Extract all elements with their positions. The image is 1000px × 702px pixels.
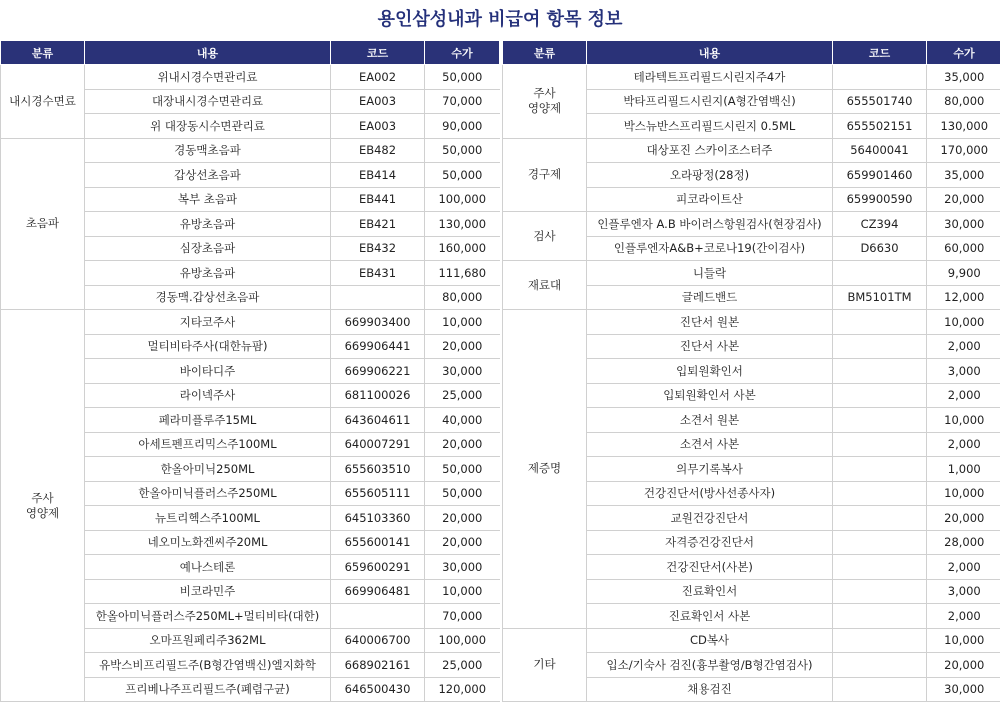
header-content: 내용 [85,41,331,65]
item-code-cell [833,383,927,408]
item-price-cell: 30,000 [927,677,1000,702]
table-row [1,138,500,163]
item-price-cell: 160,000 [425,236,500,261]
item-name-cell: 유방초음파 [85,261,331,286]
item-name-cell: 한올아미닉플러스주250ML [85,481,331,506]
item-name-cell: CD복사 [587,628,833,653]
item-price-cell: 130,000 [425,212,500,237]
item-price-cell: 70,000 [425,604,500,629]
item-name-cell: 피코라이트산 [587,187,833,212]
item-code-cell: EB441 [331,187,425,212]
item-price-cell: 10,000 [425,310,500,335]
item-name-cell: 니들락 [587,261,833,286]
item-price-cell: 10,000 [927,481,1000,506]
item-name-cell: 테라텍트프리필드시린지주4가 [587,65,833,90]
item-price-cell: 60,000 [927,236,1000,261]
item-name-cell: 경동맥초음파 [85,138,331,163]
item-price-cell: 12,000 [927,285,1000,310]
category-cell: 재료대 [503,261,587,310]
item-name-cell: 글레드밴드 [587,285,833,310]
category-cell: 주사 영양제 [1,310,85,702]
item-price-cell: 100,000 [425,187,500,212]
left-fee-table [0,40,500,702]
item-name-cell: 위 대장동시수면관리료 [85,114,331,139]
table-row [503,138,1000,163]
item-code-cell: 645103360 [331,506,425,531]
item-price-cell: 20,000 [927,187,1000,212]
item-price-cell: 20,000 [425,334,500,359]
item-code-cell: 669906221 [331,359,425,384]
item-name-cell: 인플루엔자 A.B 바이러스항원검사(현장검사) [587,212,833,237]
item-name-cell: 교원건강진단서 [587,506,833,531]
item-code-cell [833,506,927,531]
right-header-row [503,41,1000,65]
item-name-cell: 프리베나주프리필드주(폐렴구균) [85,677,331,702]
item-name-cell: 한올아미닉250ML [85,457,331,482]
item-name-cell: 갑상선초음파 [85,163,331,188]
item-price-cell: 30,000 [927,212,1000,237]
item-price-cell: 80,000 [425,285,500,310]
item-code-cell: D6630 [833,236,927,261]
item-code-cell: EA003 [331,89,425,114]
item-name-cell: 심장초음파 [85,236,331,261]
item-name-cell: 한올아미닉플러스주250ML+멀티비타(대한) [85,604,331,629]
category-cell: 검사 [503,212,587,261]
item-code-cell: 681100026 [331,383,425,408]
item-code-cell [833,604,927,629]
category-cell: 주사 영양제 [503,65,587,139]
item-price-cell: 40,000 [425,408,500,433]
item-price-cell: 70,000 [425,89,500,114]
item-price-cell: 50,000 [425,481,500,506]
item-price-cell: 25,000 [425,653,500,678]
item-price-cell: 100,000 [425,628,500,653]
item-price-cell: 2,000 [927,432,1000,457]
item-code-cell: EA003 [331,114,425,139]
item-name-cell: 진단서 사본 [587,334,833,359]
item-code-cell [833,432,927,457]
header-code: 코드 [833,41,927,65]
table-row [503,65,1000,90]
item-price-cell: 10,000 [425,579,500,604]
item-name-cell: 유박스비프리필드주(B형간염백신)엘지화학 [85,653,331,678]
item-price-cell: 35,000 [927,163,1000,188]
item-name-cell: 복부 초음파 [85,187,331,212]
fee-tables [0,40,1000,702]
item-name-cell: 페라미플루주15ML [85,408,331,433]
item-code-cell: 659600291 [331,555,425,580]
item-name-cell: 자격증건강진단서 [587,530,833,555]
item-price-cell: 50,000 [425,457,500,482]
item-name-cell: 라이넥주사 [85,383,331,408]
item-price-cell: 50,000 [425,163,500,188]
item-code-cell: 655605111 [331,481,425,506]
item-price-cell: 3,000 [927,579,1000,604]
category-cell: 기타 [503,628,587,702]
item-code-cell: CZ394 [833,212,927,237]
item-name-cell: 채용검진 [587,677,833,702]
right-fee-table [502,40,1000,702]
item-code-cell: 655501740 [833,89,927,114]
item-code-cell: 669906441 [331,334,425,359]
item-price-cell: 10,000 [927,628,1000,653]
item-name-cell: 네오미노화겐씨주20ML [85,530,331,555]
item-price-cell: 10,000 [927,310,1000,335]
item-price-cell: 120,000 [425,677,500,702]
item-name-cell: 소견서 사본 [587,432,833,457]
item-name-cell: 의무기록복사 [587,457,833,482]
item-name-cell: 진단서 원본 [587,310,833,335]
item-price-cell: 50,000 [425,65,500,90]
item-code-cell: 659900590 [833,187,927,212]
item-code-cell [833,65,927,90]
item-code-cell [331,285,425,310]
item-code-cell [833,481,927,506]
item-code-cell: 669906481 [331,579,425,604]
table-row [1,310,500,335]
item-code-cell: EB431 [331,261,425,286]
item-code-cell: EB414 [331,163,425,188]
item-code-cell: 668902161 [331,653,425,678]
item-code-cell [833,334,927,359]
item-price-cell: 2,000 [927,604,1000,629]
category-cell: 내시경수면료 [1,65,85,139]
item-code-cell [833,628,927,653]
item-price-cell: 20,000 [425,530,500,555]
item-price-cell: 90,000 [425,114,500,139]
header-category: 분류 [1,41,85,65]
item-code-cell: EB421 [331,212,425,237]
item-name-cell: 지타코주사 [85,310,331,335]
item-name-cell: 진료확인서 사본 [587,604,833,629]
item-name-cell: 유방초음파 [85,212,331,237]
item-name-cell: 뉴트리헥스주100ML [85,506,331,531]
item-price-cell: 1,000 [927,457,1000,482]
item-code-cell [331,604,425,629]
item-code-cell [833,359,927,384]
item-price-cell: 130,000 [927,114,1000,139]
item-price-cell: 2,000 [927,555,1000,580]
item-code-cell: EA002 [331,65,425,90]
item-code-cell: 655603510 [331,457,425,482]
item-name-cell: 인플루엔자A&B+코로나19(간이검사) [587,236,833,261]
table-row [503,212,1000,237]
item-price-cell: 80,000 [927,89,1000,114]
item-name-cell: 진료확인서 [587,579,833,604]
item-code-cell [833,310,927,335]
item-code-cell: 640006700 [331,628,425,653]
item-name-cell: 멀티비타주사(대한뉴팜) [85,334,331,359]
item-price-cell: 9,900 [927,261,1000,286]
item-price-cell: 30,000 [425,359,500,384]
header-code: 코드 [331,41,425,65]
item-code-cell: BM5101TM [833,285,927,310]
item-code-cell: 640007291 [331,432,425,457]
item-price-cell: 25,000 [425,383,500,408]
category-cell: 초음파 [1,138,85,310]
item-name-cell: 경동맥.갑상선초음파 [85,285,331,310]
item-name-cell: 건강진단서(방사선종사자) [587,481,833,506]
item-code-cell [833,261,927,286]
item-code-cell: 659901460 [833,163,927,188]
item-code-cell: 655502151 [833,114,927,139]
item-name-cell: 대장내시경수면관리료 [85,89,331,114]
item-name-cell: 소견서 원본 [587,408,833,433]
item-price-cell: 3,000 [927,359,1000,384]
page-title: 용인삼성내과 비급여 항목 정보 [0,0,1000,40]
item-code-cell [833,408,927,433]
item-price-cell: 30,000 [425,555,500,580]
item-name-cell: 입퇴원확인서 [587,359,833,384]
item-price-cell: 50,000 [425,138,500,163]
left-header-row [1,41,500,65]
header-content: 내용 [587,41,833,65]
item-code-cell: EB432 [331,236,425,261]
item-code-cell [833,530,927,555]
item-code-cell: 646500430 [331,677,425,702]
item-code-cell: 56400041 [833,138,927,163]
table-row [503,628,1000,653]
item-name-cell: 대상포진 스카이조스터주 [587,138,833,163]
item-code-cell: EB482 [331,138,425,163]
item-code-cell [833,677,927,702]
item-code-cell [833,457,927,482]
item-name-cell: 위내시경수면관리료 [85,65,331,90]
category-cell: 경구제 [503,138,587,212]
item-name-cell: 건강진단서(사본) [587,555,833,580]
item-price-cell: 2,000 [927,383,1000,408]
item-name-cell: 오라팡정(28정) [587,163,833,188]
table-row [503,261,1000,286]
category-cell: 제증명 [503,310,587,629]
header-price: 수가 [425,41,500,65]
item-price-cell: 170,000 [927,138,1000,163]
header-category: 분류 [503,41,587,65]
item-code-cell: 669903400 [331,310,425,335]
item-name-cell: 입퇴원확인서 사본 [587,383,833,408]
item-name-cell: 오마프원페리주362ML [85,628,331,653]
item-name-cell: 입소/기숙사 검진(흉부촬영/B형간염검사) [587,653,833,678]
header-price: 수가 [927,41,1000,65]
item-code-cell: 643604611 [331,408,425,433]
item-price-cell: 20,000 [425,432,500,457]
item-price-cell: 35,000 [927,65,1000,90]
item-name-cell: 바이타디주 [85,359,331,384]
item-price-cell: 111,680 [425,261,500,286]
item-code-cell [833,579,927,604]
item-price-cell: 2,000 [927,334,1000,359]
item-name-cell: 비코라민주 [85,579,331,604]
item-code-cell [833,555,927,580]
item-name-cell: 아세트펜프리믹스주100ML [85,432,331,457]
table-row [1,65,500,90]
item-name-cell: 예나스테론 [85,555,331,580]
item-price-cell: 28,000 [927,530,1000,555]
item-name-cell: 박타프리필드시린지(A형간염백신) [587,89,833,114]
item-price-cell: 20,000 [927,653,1000,678]
item-price-cell: 20,000 [425,506,500,531]
item-price-cell: 20,000 [927,506,1000,531]
item-name-cell: 박스뉴반스프리필드시린지 0.5ML [587,114,833,139]
item-code-cell: 655600141 [331,530,425,555]
table-row [503,310,1000,335]
item-price-cell: 10,000 [927,408,1000,433]
item-code-cell [833,653,927,678]
